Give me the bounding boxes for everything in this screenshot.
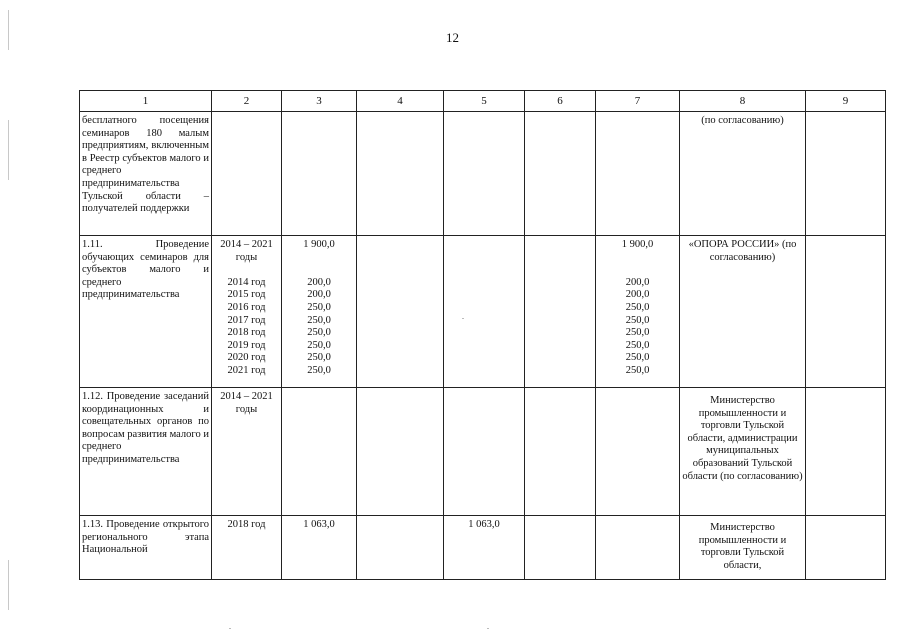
col9-cell: [806, 236, 886, 388]
year-value: 250,0: [625, 327, 650, 339]
year-label: 2021 год: [227, 364, 266, 376]
spacer: [598, 252, 677, 265]
table-row: [80, 516, 886, 580]
col5-cell: [444, 236, 525, 388]
year-label: 2016 год: [227, 301, 266, 313]
spacer: [598, 264, 677, 277]
header-cell: 9: [806, 91, 886, 112]
header-cell: 8: [680, 91, 806, 112]
col7-cell: [596, 388, 680, 516]
table-row: [80, 236, 886, 388]
year-value: 250,0: [625, 314, 650, 326]
year-value: 200,0: [625, 276, 650, 288]
program-table-sheet: [79, 90, 885, 592]
year-label: 2019 год: [227, 339, 266, 351]
header-row: [80, 91, 886, 112]
scan-speck: [229, 628, 231, 629]
page-number: 12: [446, 30, 459, 45]
col7-cell: [596, 112, 680, 236]
year-label: 2020 год: [227, 352, 266, 364]
spacer: [284, 252, 354, 265]
table-row: [80, 112, 886, 236]
spacer: [284, 264, 354, 277]
col5-cell: 1 063,0: [444, 516, 525, 580]
year-value: 200,0: [307, 276, 331, 288]
col9-cell: [806, 112, 886, 236]
executor-cell: Министерство промышленности и торговли Тульской области, администрации муниципальных образований Тульской области (по согласованию): [680, 388, 806, 516]
table-row: [80, 388, 886, 516]
col5-cell: [444, 112, 525, 236]
header-cell: 6: [525, 91, 596, 112]
total-value: 1 900,0: [621, 239, 654, 250]
executor-cell: Министерство промышленности и торговли Тульской области,: [680, 516, 806, 580]
total-cell: 1 063,0: [282, 516, 357, 580]
col4-cell: [357, 388, 444, 516]
period-range: 2014 – 2021 годы: [220, 239, 273, 263]
col4-cell: [357, 112, 444, 236]
activity-cell: 1.13. Проведение открытого регионального этапа Национальной: [80, 516, 212, 580]
year-value: 200,0: [307, 289, 331, 301]
scan-speck: [487, 628, 489, 629]
total-cell: [282, 112, 357, 236]
year-value: 200,0: [625, 289, 650, 301]
col5-cell: [444, 388, 525, 516]
year-value: 250,0: [307, 364, 331, 376]
year-label: 2015 год: [227, 289, 266, 301]
total-cell: [282, 388, 357, 516]
scan-edge-mark: [8, 560, 9, 610]
header-cell: 2: [212, 91, 282, 112]
year-value: 250,0: [307, 327, 331, 339]
period-cell: 2014 – 2021 годы: [212, 388, 282, 516]
year-value: 250,0: [307, 352, 331, 364]
col9-cell: [806, 516, 886, 580]
col9-cell: [806, 388, 886, 516]
scan-edge-mark: [8, 10, 9, 50]
col6-cell: [525, 236, 596, 388]
year-value: 250,0: [625, 364, 650, 376]
header-cell: 5: [444, 91, 525, 112]
year-value: 250,0: [625, 339, 650, 351]
year-label: 2018 год: [227, 327, 266, 339]
period-cell: [212, 112, 282, 236]
col4-cell: [357, 236, 444, 388]
year-value: 250,0: [307, 301, 331, 313]
year-value: 250,0: [625, 352, 650, 364]
period-cell: [212, 236, 282, 388]
header-cell: 7: [596, 91, 680, 112]
spacer: [214, 264, 279, 277]
col7-cell: [596, 236, 680, 388]
year-value: 250,0: [307, 314, 331, 326]
header-cell: 3: [282, 91, 357, 112]
year-value: 250,0: [307, 339, 331, 351]
col6-cell: [525, 112, 596, 236]
program-table: [79, 90, 886, 580]
col6-cell: [525, 516, 596, 580]
scan-edge-mark: [8, 120, 9, 180]
activity-cell: 1.12. Проведение заседаний координационных и совещательных органов по вопросам развития малого и среднего предпринимательства: [80, 388, 212, 516]
period-cell: 2018 год: [212, 516, 282, 580]
total-value: 1 900,0: [303, 239, 335, 250]
header-cell: 1: [80, 91, 212, 112]
col4-cell: [357, 516, 444, 580]
year-label: 2014 год: [227, 276, 266, 288]
header-cell: 4: [357, 91, 444, 112]
total-cell: [282, 236, 357, 388]
year-value: 250,0: [625, 301, 650, 313]
executor-cell: «ОПОРА РОССИИ» (по согласованию): [680, 236, 806, 388]
activity-cell: 1.11. Проведение обучающих семинаров для субъектов малого и среднего предпринимательства: [80, 236, 212, 388]
col7-cell: [596, 516, 680, 580]
executor-cell: (по согласованию): [680, 112, 806, 236]
col6-cell: [525, 388, 596, 516]
year-label: 2017 год: [227, 314, 266, 326]
activity-cell: бесплатного посещения семинаров 180 малым предприятиям, включенным в Реестр субъектов малого и среднего предпринимательства Тульской области – получателей поддержки: [80, 112, 212, 236]
